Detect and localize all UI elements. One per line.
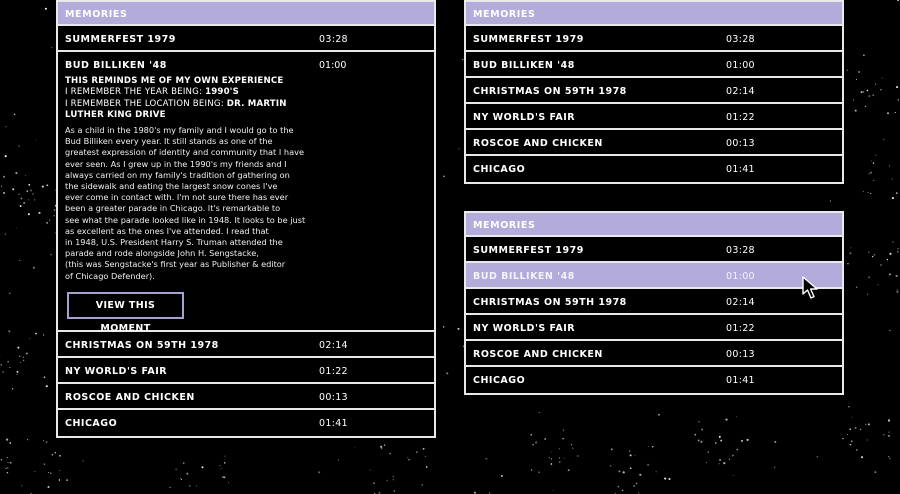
memory-row-worlds-fair[interactable] [466,315,842,341]
memory-title: SUMMERFEST 1979 [473,34,584,45]
memory-duration: 01:22 [319,366,348,377]
remembered-location [65,99,305,110]
memory-row-summerfest[interactable] [58,26,434,52]
memory-title: CHRISTMAS ON 59TH 1978 [473,86,627,97]
memory-duration: 00:13 [726,138,755,149]
memory-duration: 01:41 [726,164,755,175]
memory-row-bud-billiken[interactable] [466,52,842,78]
year-label: I REMEMBER THE YEAR BEING: [65,87,206,98]
memory-duration: 00:13 [726,349,755,360]
memory-row-chicago[interactable] [466,367,842,393]
memory-row-roscoe[interactable] [58,384,434,410]
memory-title: ROSCOE AND CHICKEN [473,349,603,360]
memory-title: NY WORLD'S FAIR [473,112,576,123]
memories-panel-list [464,0,844,184]
story-line: greatest expression of identity and community that I have [65,147,304,158]
memory-row-roscoe[interactable] [466,341,842,367]
memory-row-chicago[interactable] [58,410,434,436]
memory-title: ROSCOE AND CHICKEN [65,392,195,403]
panel-header: MEMORIES [466,2,842,26]
memory-title: CHRISTMAS ON 59TH 1978 [473,297,627,308]
memory-row-summerfest[interactable] [466,26,842,52]
memory-row-chicago[interactable] [466,156,842,182]
memories-panel-expanded [56,0,436,438]
story-line: always carried on my family's tradition of gathering on [65,169,290,180]
memory-duration: 01:00 [726,271,755,282]
story-line: in 1948, U.S. President Harry S. Truman attended the [65,237,283,248]
memory-duration: 03:28 [726,245,755,256]
memory-duration: 01:00 [319,60,347,71]
memory-row-roscoe[interactable] [466,130,842,156]
memories-panel-hover [464,211,844,395]
memory-duration: 01:22 [726,112,755,123]
story-line: see what the parade looked like in 1948. It looks to be just [65,214,306,225]
memory-duration: 00:13 [319,392,348,403]
memory-row-summerfest[interactable] [466,237,842,263]
memory-title: CHICAGO [473,375,526,386]
story-line: ever seen. As I grew up in the 1990's my friends and I [65,158,287,169]
memory-duration: 01:22 [726,323,755,334]
memory-row-worlds-fair[interactable] [466,104,842,130]
location-label: I REMEMBER THE LOCATION BEING: [65,98,227,109]
memory-title[interactable]: BUD BILLIKEN '48 [65,60,167,71]
experience-heading: THIS REMINDS ME OF MY OWN EXPERIENCE [65,76,284,86]
memory-duration: 02:14 [319,340,348,351]
memory-duration: 02:14 [726,297,755,308]
view-this-moment-button[interactable]: VIEW THIS MOMENT [67,292,184,319]
memory-title: NY WORLD'S FAIR [473,323,576,334]
memory-row-christmas[interactable] [466,289,842,315]
memory-title: ROSCOE AND CHICKEN [473,138,603,149]
memory-duration: 01:41 [726,375,755,386]
memory-duration: 02:14 [726,86,755,97]
memory-detail-bud-billiken [58,52,434,332]
memory-title: CHICAGO [65,418,118,429]
memory-story [65,125,305,282]
memory-title: BUD BILLIKEN '48 [473,271,575,282]
story-line: the sidewalk and eating the largest snow cones I've [65,181,278,192]
story-line: parade and rode alongside John H. Sengstacke, [65,248,259,259]
story-line: (this was Sengstacke's first year as Publisher & editor [65,259,286,270]
memory-title: SUMMERFEST 1979 [473,245,584,256]
year-value: 1990'S [205,87,240,98]
story-line: ever come in contact with. I'm not sure there has ever [65,192,289,203]
memory-title: SUMMERFEST 1979 [65,34,176,45]
memory-title: BUD BILLIKEN '48 [473,60,575,71]
memory-duration: 03:28 [319,34,348,45]
story-line: As a child in the 1980's my family and I would go to the [65,125,294,135]
arrow-cursor-icon [802,276,822,300]
memory-row-worlds-fair[interactable] [58,358,434,384]
memory-duration: 01:00 [726,60,755,71]
panel-header: MEMORIES [466,213,842,237]
memory-metadata [65,76,305,121]
story-line: been a greater parade in Chicago. It's remarkable to [65,203,281,214]
panel-header: MEMORIES [58,2,434,26]
story-line: of Chicago Defender). [65,270,155,281]
memory-title: CHICAGO [473,164,526,175]
story-line: Bud Billiken every year. It still stands as one of the [65,136,273,147]
location-value-continued: LUTHER KING DRIVE [65,109,166,120]
memory-row-bud-billiken-hovered[interactable] [466,263,842,289]
remembered-year [65,87,305,98]
memory-row-christmas[interactable] [466,78,842,104]
location-value: DR. MARTIN [226,98,287,109]
story-line: as excellent as the ones I've attended. I read that [65,225,269,236]
memory-duration: 01:41 [319,418,348,429]
memory-title: CHRISTMAS ON 59TH 1978 [65,340,219,351]
memory-row-christmas[interactable] [58,332,434,358]
memory-title: NY WORLD'S FAIR [65,366,168,377]
memory-duration: 03:28 [726,34,755,45]
